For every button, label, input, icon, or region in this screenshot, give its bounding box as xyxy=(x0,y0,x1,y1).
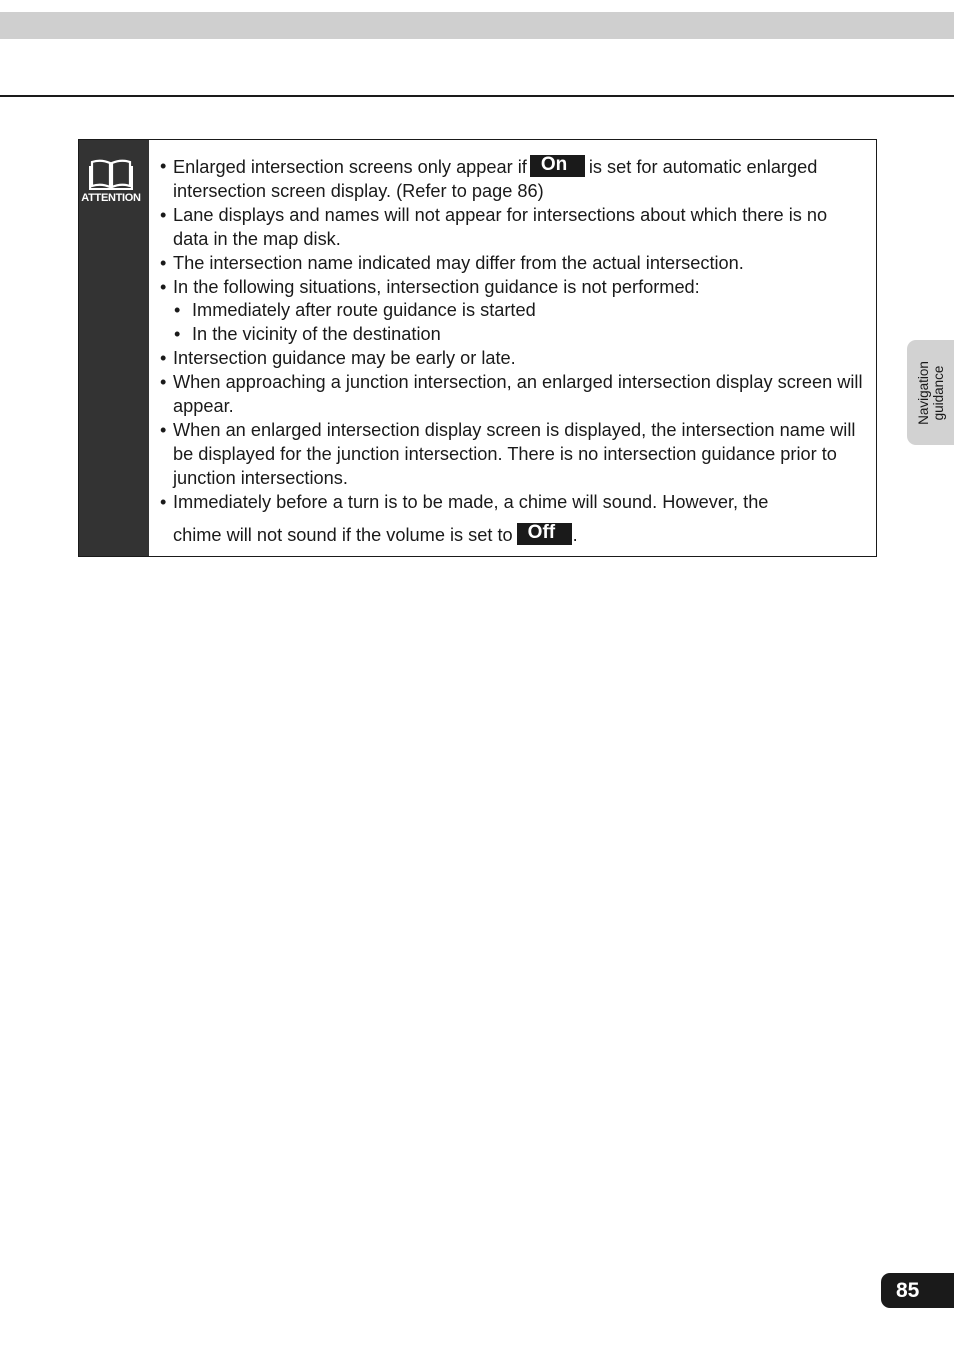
list-item xyxy=(160,371,866,419)
sub-list-item xyxy=(160,323,866,347)
bullet: • xyxy=(160,419,167,440)
item-text: In the following situations, intersection guidance is not performed: xyxy=(173,276,700,297)
bullet: • xyxy=(174,324,181,345)
item-text: Lane displays and names will not appear for intersections about which there is no data in the map disk. xyxy=(173,204,828,249)
attention-label: ATTENTION xyxy=(81,192,141,204)
bullet: • xyxy=(160,491,167,512)
item-text: When an enlarged intersection display screen is displayed, the intersection name will be displayed for the junction intersection. There is no intersection guidance prior to junction intersections. xyxy=(173,419,856,488)
list-item xyxy=(160,204,866,252)
item-text: . xyxy=(572,524,578,545)
bullet: • xyxy=(160,156,167,176)
attention-box xyxy=(78,139,877,557)
bullet: • xyxy=(160,204,167,225)
item-text: is set for automatic enlarged intersection screen display. (Refer to page 86) xyxy=(173,157,818,201)
sub-list-item xyxy=(160,299,866,323)
item-text: chime will not sound if the volume is set to xyxy=(173,524,513,545)
page-number: 85 xyxy=(881,1273,954,1308)
open-book-icon xyxy=(89,158,133,190)
list-item xyxy=(160,491,866,548)
header-band xyxy=(0,12,954,39)
off-button-label: Off xyxy=(517,523,572,545)
sub-item-text: Immediately after route guidance is started xyxy=(192,300,536,321)
list-item xyxy=(160,155,866,204)
list-item xyxy=(160,419,866,491)
sub-item-text: In the vicinity of the destination xyxy=(192,324,441,345)
bullet: • xyxy=(160,276,167,297)
on-button-label: On xyxy=(530,155,585,177)
item-text: Enlarged intersection screens only appear if xyxy=(173,157,527,177)
item-text: Intersection guidance may be early or late. xyxy=(173,348,516,369)
bullet: • xyxy=(160,252,167,273)
section-tab xyxy=(907,340,954,445)
item-line xyxy=(173,523,866,548)
section-tab-line: guidance xyxy=(930,365,946,420)
list-item xyxy=(160,252,866,276)
bullet: • xyxy=(160,372,167,393)
attention-content xyxy=(160,155,866,548)
section-tab-line: Navigation xyxy=(915,360,931,425)
item-text: Immediately before a turn is to be made, a chime will sound. However, the xyxy=(173,491,769,512)
item-text: The intersection name indicated may differ from the actual intersection. xyxy=(173,252,744,273)
list-item xyxy=(160,276,866,300)
attention-sidebar xyxy=(79,140,149,556)
section-tab-text xyxy=(916,338,946,448)
header-rule xyxy=(0,95,954,97)
item-text: When approaching a junction intersection, an enlarged intersection display screen will appear. xyxy=(173,372,863,417)
list-item xyxy=(160,347,866,371)
bullet: • xyxy=(174,300,181,321)
bullet: • xyxy=(160,348,167,369)
